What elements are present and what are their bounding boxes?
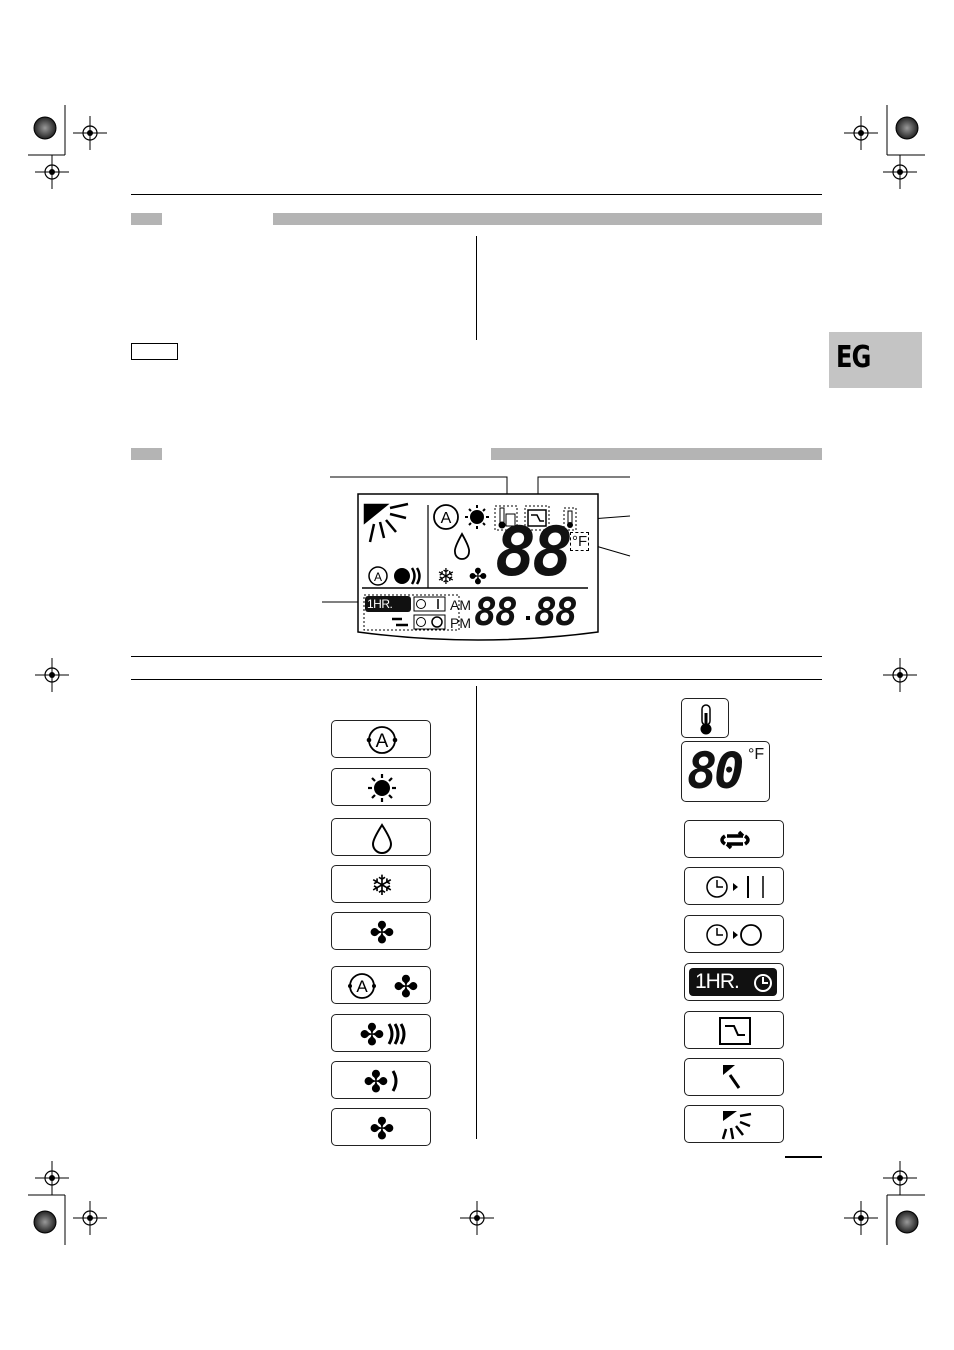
section2-header-left-block <box>131 448 162 460</box>
fan-medium-icon <box>331 1061 431 1099</box>
note-box <box>131 343 178 360</box>
temperature-example-digits: 80 <box>687 742 742 800</box>
svg-text:✤: ✤ <box>363 1065 389 1100</box>
table-rule-top <box>131 656 822 657</box>
temperature-example-unit: °F <box>748 746 765 763</box>
repeat-timer-icon <box>684 820 784 858</box>
auto-mode-icon <box>331 720 431 758</box>
svg-text:✤: ✤ <box>468 565 488 590</box>
language-tab-label: EG <box>836 340 871 375</box>
svg-text:❄: ❄ <box>370 869 394 902</box>
fan-high-icon <box>331 1014 431 1052</box>
on-timer-icon <box>684 867 784 905</box>
svg-text:✤: ✤ <box>369 916 395 951</box>
svg-text:A: A <box>373 570 383 584</box>
svg-text:✤: ✤ <box>393 970 419 1005</box>
svg-text:✤: ✤ <box>359 1018 385 1053</box>
thermometer-icon <box>681 698 729 738</box>
filter-icon <box>684 1011 784 1049</box>
dry-mode-icon <box>331 818 431 856</box>
temperature-display <box>681 741 770 802</box>
page-number-rule <box>785 1156 822 1158</box>
lcd-am-label: AM <box>450 597 471 613</box>
table-rule-bottom <box>131 679 822 680</box>
lcd-unit: °F <box>572 533 588 550</box>
one-hour-timer-icon <box>684 963 784 1001</box>
lcd-clock-minutes: 88 <box>534 590 576 634</box>
fan-low-icon <box>331 1108 431 1146</box>
cool-mode-icon <box>331 865 431 903</box>
lcd-clock-colon <box>526 616 530 620</box>
heat-mode-icon <box>331 768 431 806</box>
column-divider-2 <box>476 686 477 1139</box>
louver-swing-icon <box>684 1105 784 1143</box>
section-header-left-block <box>131 213 162 225</box>
lcd-temperature-digits: 88 <box>495 513 569 592</box>
svg-text:A: A <box>375 731 389 752</box>
louver-fixed-icon <box>684 1058 784 1096</box>
lcd-one-hour-badge: 1HR. <box>367 597 393 611</box>
svg-text:A: A <box>440 510 452 527</box>
section-header-bar <box>273 213 822 225</box>
lcd-pm-label: PM <box>450 615 471 631</box>
auto-fan-icon <box>331 966 431 1004</box>
off-timer-icon <box>684 915 784 953</box>
svg-text:✤: ✤ <box>369 1112 395 1147</box>
svg-text:❄: ❄ <box>436 565 456 590</box>
section2-header-bar <box>491 448 822 460</box>
fan-mode-icon <box>331 912 431 950</box>
column-divider <box>476 236 477 340</box>
header-rule <box>131 194 822 195</box>
lcd-clock-hours: 88 <box>474 590 516 634</box>
svg-text:A: A <box>356 977 368 996</box>
one-hour-badge-label: 1HR. <box>695 970 739 993</box>
